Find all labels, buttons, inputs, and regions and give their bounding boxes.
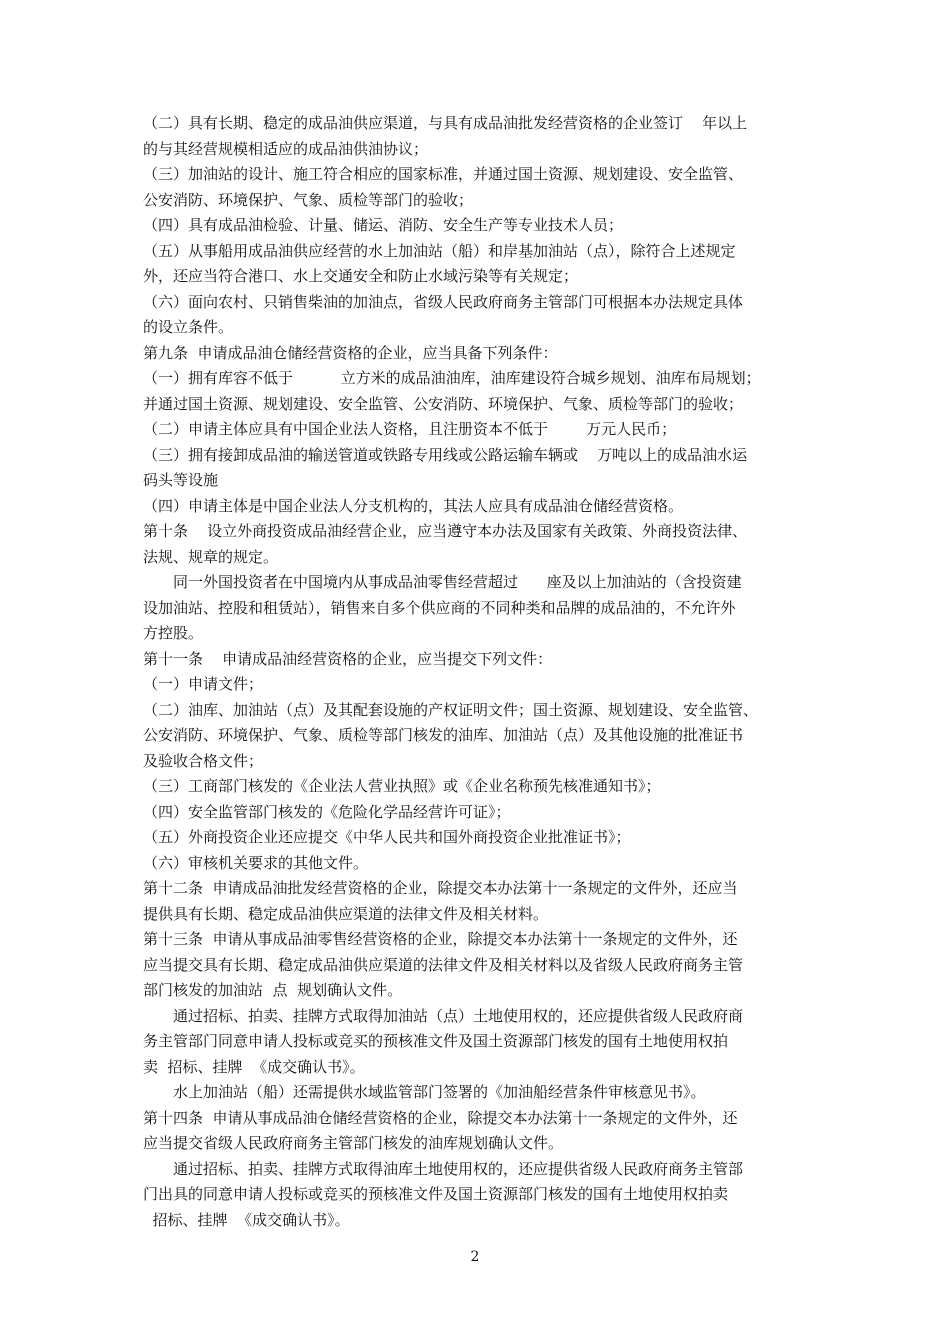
text-line: 水上加油站（船）还需提供水域监管部门签署的《加油船经营条件审核意见书》。	[173, 1083, 706, 1101]
text-line: （四）具有成品油检验、计量、储运、消防、安全生产等专业技术人员；	[143, 216, 624, 234]
text-line: （三）拥有接卸成品油的输送管道或铁路专用线或公路运输车辆或 万吨以上的成品油水运	[143, 445, 748, 464]
text-line: 部门核发的加油站 点 规划确认文件。	[143, 981, 403, 999]
text-line: （六）审核机关要求的其他文件。	[143, 853, 369, 872]
text-line: 应当提交省级人民政府商务主管部门核发的油库规划确认文件。	[143, 1134, 564, 1152]
article-heading: 第十二条 申请成品油批发经营资格的企业，除提交本办法第十一条规定的文件外，还应当	[143, 879, 738, 897]
text-line: 通过招标、拍卖、挂牌方式取得油库土地使用权的，还应提供省级人民政府商务主管部	[173, 1159, 744, 1178]
text-line: （三）加油站的设计、施工符合相应的国家标准，并通过国土资源、规划建设、安全监管、	[143, 165, 744, 183]
text-line: 码头等设施	[143, 471, 219, 489]
text-line: （六）面向农村、只销售柴油的加油点，省级人民政府商务主管部门可根据本办法规定具体	[143, 292, 744, 311]
text-line: （四）申请主体是中国企业法人分支机构的，其法人应具有成品油仓储经营资格。	[143, 496, 684, 515]
article-heading: 第十条 设立外商投资成品油经营企业，应当遵守本办法及国家有关政策、外商投资法律、	[143, 522, 748, 540]
article-heading: 第九条 申请成品油仓储经营资格的企业，应当具备下列条件：	[143, 343, 558, 362]
text-line: 务主管部门同意申请人投标或竞买的预核准文件及国土资源部门核发的国有土地使用权拍	[143, 1032, 729, 1050]
text-line: 门出具的同意申请人投标或竞买的预核准文件及国土资源部门核发的国有土地使用权拍卖	[143, 1185, 729, 1203]
text-line: 及验收合格文件；	[143, 751, 264, 770]
text-line: （三）工商部门核发的《企业法人营业执照》或《企业名称预先核准通知书》；	[143, 777, 661, 795]
text-line: （四）安全监管部门核发的《危险化学品经营许可证》；	[143, 802, 511, 821]
text-line: 招标、挂牌 《成交确认书》。	[143, 1210, 350, 1229]
text-line: （二）申请主体应具有中国企业法人资格，且注册资本不低于 万元人民币；	[143, 420, 677, 438]
text-line: 并通过国土资源、规划建设、安全监管、公安消防、环境保护、气象、质检等部门的验收；	[143, 394, 744, 413]
text-line: 公安消防、环境保护、气象、质检等部门的验收；	[143, 190, 474, 209]
text-line: 的设立条件。	[143, 318, 234, 336]
text-line: （五）外商投资企业还应提交《中华人民共和国外商投资企业批准证书》；	[143, 828, 631, 846]
body-text	[143, 111, 809, 1233]
text-line: 设加油站、控股和租赁站），销售来自多个供应商的不同种类和品牌的成品油的，不允许外	[143, 598, 736, 617]
text-line: 通过招标、拍卖、挂牌方式取得加油站（点）土地使用权的，还应提供省级人民政府商	[173, 1006, 744, 1025]
text-line: 应当提交具有长期、稳定成品油供应渠道的法律文件及相关材料以及省级人民政府商务主管	[143, 955, 744, 974]
text-line: （一）申请文件；	[143, 675, 264, 693]
text-line: 卖 招标、挂牌 《成交确认书》。	[143, 1057, 365, 1076]
text-line: 法规、规章的规定。	[143, 547, 279, 566]
text-line: 同一外国投资者在中国境内从事成品油零售经营超过 座及以上加油站的（含投资建	[173, 573, 742, 591]
text-line: （五）从事船用成品油供应经营的水上加油站（船）和岸基加油站（点），除符合上述规定	[143, 241, 736, 260]
text-line: 公安消防、环境保护、气象、质检等部门核发的油库、加油站（点）及其他设施的批准证书	[143, 726, 744, 744]
article-heading: 第十四条 申请从事成品油仓储经营资格的企业，除提交本办法第十一条规定的文件外，还	[143, 1108, 738, 1127]
text-line: （二）油库、加油站（点）及其配套设施的产权证明文件；国土资源、规划建设、安全监管、	[143, 700, 759, 719]
text-line: 提供具有长期、稳定成品油供应渠道的法律文件及相关材料。	[143, 904, 549, 923]
article-heading: 第十一条 申请成品油经营资格的企业，应当提交下列文件：	[143, 649, 553, 668]
page-number: 2	[470, 1249, 480, 1265]
article-heading: 第十三条 申请从事成品油零售经营资格的企业，除提交本办法第十一条规定的文件外，还	[143, 930, 738, 948]
text-line: （一）拥有库容不低于 立方米的成品油油库，油库建设符合城乡规划、油库布局规划；	[143, 369, 761, 387]
text-line: （二）具有长期、稳定的成品油供应渠道，与具有成品油批发经营资格的企业签订 年以上	[143, 114, 748, 132]
text-line: 外，还应当符合港口、水上交通安全和防止水域污染等有关规定；	[143, 267, 579, 285]
text-line: 方控股。	[143, 624, 204, 642]
text-line: 的与其经营规模相适应的成品油供油协议；	[143, 139, 429, 158]
